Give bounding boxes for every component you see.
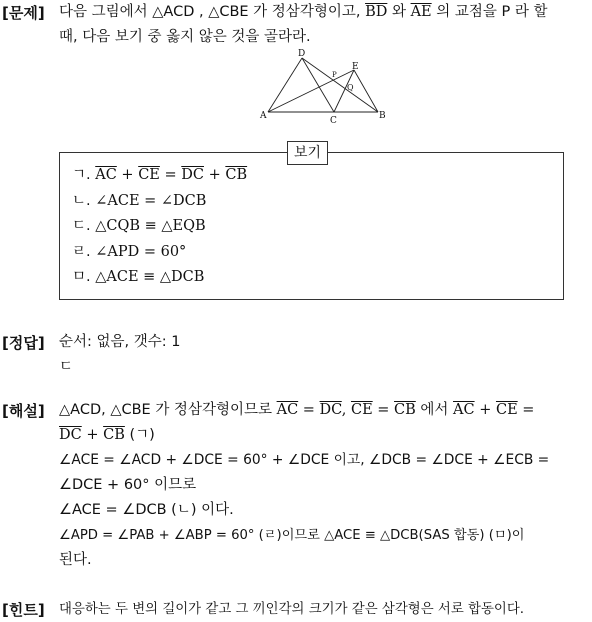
explanation-line-2: $\overline{DC} + \overline{CB}$ (ㄱ) (59, 427, 155, 443)
label-c: C (330, 116, 337, 124)
hint-tag: [힌트] (2, 601, 45, 619)
label-a: A (260, 111, 267, 121)
segment-ae: $\overline{AE}$ (410, 4, 432, 20)
explanation-line-5: ∠ACE = ∠DCB (ㄴ) 이다. (59, 502, 234, 518)
label-q: Q (347, 83, 354, 92)
triangle-diagram (258, 46, 392, 124)
label-b: B (379, 111, 386, 121)
bogi-title: 보기 (287, 141, 328, 165)
explanation-line-6: ∠APD = ∠PAB + ∠ABP = 60° (ㄹ)이므로 △ACE ≡ △DCB(SAS 합동) (ㅁ)이 (59, 528, 525, 543)
problem-tag: [문제] (2, 4, 45, 22)
problem-line-2: 때, 다음 보기 중 옳지 않은 것을 골라라. (59, 29, 311, 45)
explanation-line-4: ∠DCE + 60° 이므로 (59, 477, 197, 493)
hint-text: 대응하는 두 변의 길이가 같고 그 끼인각의 크기가 같은 삼각형은 서로 합동이다. (59, 602, 525, 617)
explanation-line-7: 된다. (59, 552, 92, 568)
explanation-line-1: △ACD, △CBE 가 정삼각형이므로 $\overline{AC} = \overline{DC}$, $\overline{CE} = \overline{CB}$ 에서 $\overline{AC} + \overline{CE}$ = (59, 402, 535, 418)
segment-bd-line (302, 58, 378, 112)
label-d: D (298, 49, 306, 59)
explanation-line-3: ∠ACE = ∠ACD + ∠DCE = 60° + ∠DCE 이고, ∠DCB = ∠DCE + ∠ECB = (59, 452, 550, 468)
answer-tag: [정답] (2, 334, 45, 352)
bogi-item-2: ㄴ. ∠ACE = ∠DCB (72, 192, 207, 209)
segment-dc (302, 58, 334, 112)
answer-line-2: ㄷ (59, 359, 74, 375)
explanation-tag: [해설] (2, 402, 45, 420)
segment-bd: $\overline{BD}$ (365, 4, 388, 20)
label-e: E (352, 62, 359, 72)
segment-eb (354, 70, 378, 112)
bogi-list (72, 163, 247, 291)
bogi-item-3: ㄷ. △CQB ≡ △EQB (72, 218, 206, 234)
problem-line-1: 다음 그림에서 △ACD , △CBE 가 정삼각형이고, $\overline{BD}$ 와 $\overline{AE}$ 의 교점을 P 라 할 (59, 4, 548, 20)
answer-line-1: 순서: 없음, 갯수: 1 (59, 334, 181, 350)
label-p: P (332, 71, 337, 79)
bogi-item-1: ㄱ. $\overline{AC} + \overline{CE} = \overline{DC} + \overline{CB}$ (72, 167, 248, 183)
bogi-item-5: ㅁ. △ACE ≡ △DCB (72, 269, 205, 285)
bogi-item-4: ㄹ. ∠APD = 60° (72, 243, 187, 260)
